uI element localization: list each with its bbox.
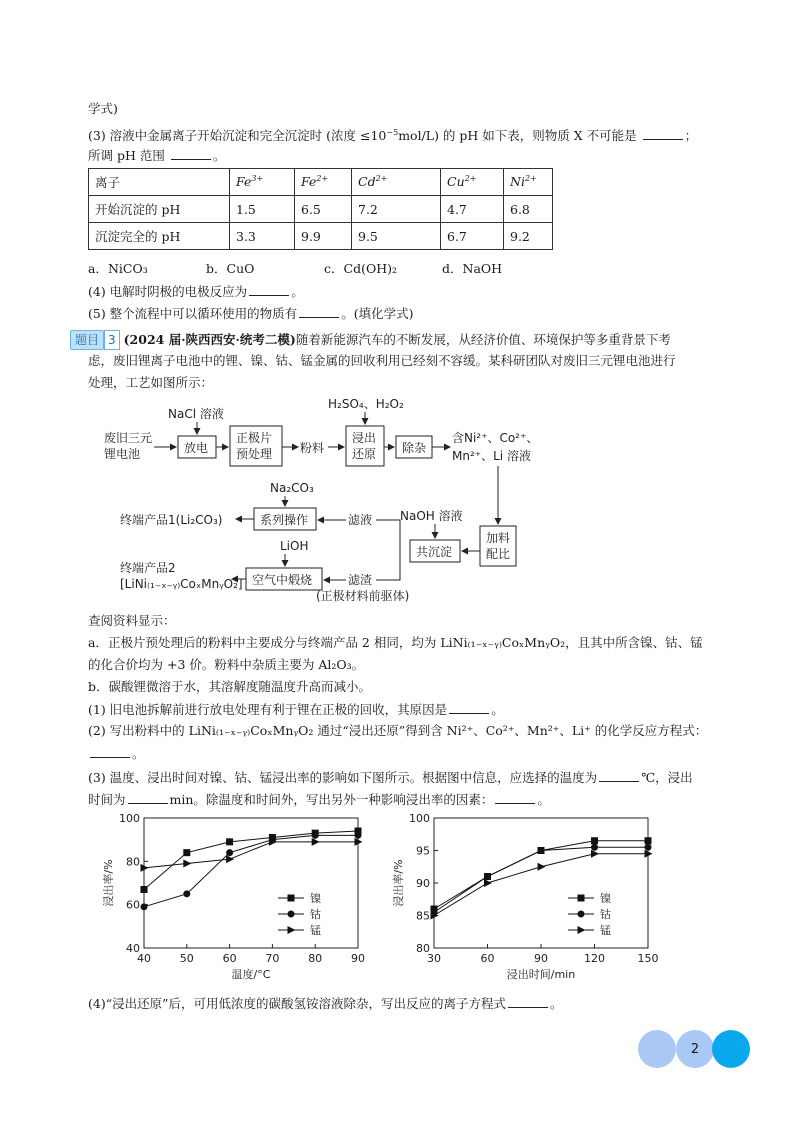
- answer-blank[interactable]: [495, 790, 535, 804]
- q3-end: ；: [684, 128, 698, 144]
- q3-text-a: (3) 溶液中金属离子开始沉淀和完全沉淀时 (浓度 ≤10: [88, 128, 387, 144]
- flow-step-purify: 除杂: [402, 441, 427, 455]
- data-point: [226, 855, 234, 863]
- problem-tag: 题目: [70, 330, 104, 350]
- flow-ions: 含Ni²⁺、Co²⁺、: [452, 431, 539, 445]
- table-cell: 7.2: [352, 196, 441, 223]
- table-cell: 6.7: [441, 223, 504, 250]
- q5-line: [88, 304, 413, 323]
- page-number: 2: [676, 1030, 714, 1068]
- x-tick-label: 60: [480, 952, 495, 965]
- info-b: b．碳酸锂微溶于水，其溶解度随温度升高而减小。: [88, 679, 372, 694]
- table-header-row: [89, 169, 553, 196]
- y-tick-label: 85: [416, 909, 430, 923]
- data-point: [312, 838, 320, 846]
- answer-blank[interactable]: [299, 304, 339, 318]
- info-a: 的化合价均为 +3 价。粉料中杂质主要为 Al₂O₃。: [88, 657, 365, 672]
- legend-marker: [578, 926, 586, 934]
- table-cell: 9.2: [504, 223, 553, 250]
- data-point: [591, 850, 599, 858]
- data-point: [226, 838, 233, 845]
- table-header: $Fe^{3+}$: [230, 169, 295, 196]
- x-tick-label: 50: [179, 952, 194, 965]
- answer-blank[interactable]: [171, 146, 211, 160]
- flow-precursor: (正极材料前驱体): [316, 589, 410, 603]
- x-axis-label: 温度/°C: [231, 968, 271, 981]
- flow-step-coprecip: 共沉淀: [416, 545, 453, 559]
- table-row: [89, 196, 553, 223]
- process-flow-diagram: [90, 394, 550, 608]
- plot-frame: [434, 818, 648, 948]
- data-point: [183, 849, 190, 856]
- sq4-text: (4)“浸出还原”后，可用低浓度的碳酸氢铵溶液除杂，写出反应的离子方程式: [88, 996, 506, 1011]
- y-tick-label: 80: [416, 942, 430, 955]
- sq3-end: ℃，浸出: [641, 770, 693, 785]
- q3-line2-text: 所调 pH 范围: [88, 148, 165, 163]
- q3-exponent: −5: [386, 128, 399, 137]
- sq3-line1: [88, 768, 693, 787]
- info-a: a．正极片预处理后的粉料中主要成分与终端产品 2 相同，均为 LiNi₍₁₋ₓ₋ᵧ₎CoₓMnᵧO₂，且其中所含镍、钴、锰: [88, 635, 703, 650]
- q4-end: 。: [291, 284, 304, 299]
- flow-step-pretreat: 预处理: [236, 447, 273, 461]
- y-tick-label: 80: [126, 855, 140, 869]
- data-point: [591, 837, 598, 844]
- flow-powder: 粉料: [300, 441, 325, 455]
- data-point: [355, 832, 362, 839]
- problem-number: 3: [104, 330, 120, 350]
- legend-marker: [288, 911, 295, 918]
- sq1-end: 。: [491, 702, 504, 717]
- y-tick-label: 90: [416, 877, 430, 890]
- q4-text: (4) 电解时阴极的电极反应为: [88, 284, 248, 299]
- answer-blank[interactable]: [90, 744, 130, 758]
- sq3-text: min。除温度和时间外，写出另外一种影响浸出率的因素：: [169, 792, 494, 807]
- y-tick-label: 95: [416, 844, 430, 858]
- y-axis-label: 浸出率/%: [392, 859, 405, 907]
- flow-reagent-nacl: NaCl 溶液: [168, 407, 224, 421]
- q5-end: 。(填化学式): [341, 306, 414, 321]
- series-line: [434, 847, 648, 912]
- q3-line1: [88, 124, 697, 145]
- problem-intro: 处理，工艺如图所示：: [88, 375, 214, 390]
- table-header: $Cd^{2+}$: [352, 169, 441, 196]
- x-tick-label: 90: [534, 952, 548, 965]
- problem-intro: 随着新能源汽车的不断发展，从经济价值、环境保护等多重背景下考: [295, 332, 671, 347]
- flow-step-calcine: 空气中煅烧: [252, 573, 313, 587]
- table-row: [89, 223, 553, 250]
- flow-step-discharge: 放电: [184, 441, 209, 455]
- info-title: 查阅资料显示：: [88, 613, 176, 628]
- series-line: [434, 854, 648, 916]
- data-point: [226, 849, 233, 856]
- answer-blank[interactable]: [449, 700, 489, 714]
- problem-source: (2024 届·陕西西安·统考二模): [123, 332, 296, 347]
- x-tick-label: 120: [584, 952, 605, 965]
- chart-temperature: [96, 806, 376, 990]
- sq4-line: [88, 994, 563, 1013]
- flow-reagent-na2co3: Na₂CO₃: [270, 481, 314, 495]
- flow-step-series: 系列操作: [260, 513, 309, 527]
- legend-label: 钴: [600, 908, 611, 921]
- sq4-end: 。: [550, 996, 563, 1011]
- data-point: [312, 832, 319, 839]
- ph-table: [88, 168, 553, 250]
- table-header: $Ni^{2+}$: [504, 169, 553, 196]
- data-point: [141, 886, 148, 893]
- problem-intro: 虑，废旧锂离子电池中的锂、镍、钴、锰金属的回收利用已经刻不容缓。某科研团队对废旧三元锂电池进行: [88, 353, 676, 368]
- flow-step-add: 加料: [486, 531, 511, 545]
- option-b: b．CuO: [206, 261, 255, 276]
- flow-step-add: 配比: [486, 547, 511, 561]
- flow-residue: 滤渣: [348, 573, 373, 587]
- flow-product-2: 终端产品2: [120, 561, 176, 575]
- sq2-end: 。: [132, 746, 145, 761]
- flow-start: 锂电池: [104, 447, 141, 461]
- x-tick-label: 60: [222, 952, 237, 965]
- sq3-text: 时间为: [88, 792, 126, 807]
- option-c: c．Cd(OH)₂: [324, 261, 397, 276]
- flow-filtrate: 滤液: [348, 513, 373, 527]
- q3-line2: [88, 146, 225, 165]
- answer-blank[interactable]: [249, 282, 289, 296]
- legend-marker: [288, 926, 296, 934]
- data-point: [645, 844, 652, 851]
- q3-text-b: mol/L) 的 pH 如下表，则物质 X 不可能是: [398, 128, 637, 144]
- x-tick-label: 40: [137, 952, 151, 965]
- flow-ions: Mn²⁺、Li 溶液: [452, 449, 531, 463]
- sq2-text: (2) 写出粉料中的 LiNi₍₁₋ₓ₋ᵧ₎CoₓMnᵧO₂ 通过“浸出还原”得到含 Ni²⁺、Co²⁺、Mn²⁺、Li⁺ 的化学反应方程式：: [88, 723, 708, 738]
- flow-reagent-acid: H₂SO₄、H₂O₂: [328, 397, 404, 411]
- data-point: [183, 890, 190, 897]
- answer-blank[interactable]: [643, 126, 683, 140]
- flow-product-2: [LiNi₍₁₋ₓ₋ᵧ₎CoₓMnᵧO₂]: [120, 577, 243, 591]
- table-header: 离子: [89, 169, 230, 196]
- data-point: [645, 837, 652, 844]
- page-decoration: [638, 1030, 676, 1068]
- table-cell: 9.5: [352, 223, 441, 250]
- table-cell: 4.7: [441, 196, 504, 223]
- plot-frame: [144, 818, 358, 948]
- sq1-line: [88, 700, 504, 719]
- flow-step-pretreat: 正极片: [236, 431, 273, 445]
- q3-line2-end: 。: [212, 148, 226, 163]
- table-cell: 开始沉淀的 pH: [89, 196, 230, 223]
- table-cell: 沉淀完全的 pH: [89, 223, 230, 250]
- y-tick-label: 100: [409, 812, 430, 825]
- table-header: $Cu^{2+}$: [441, 169, 504, 196]
- data-point: [484, 879, 492, 887]
- legend-marker: [578, 895, 585, 902]
- table-cell: 3.3: [230, 223, 295, 250]
- flow-reagent-naoh: NaOH 溶液: [400, 509, 463, 523]
- data-point: [591, 844, 598, 851]
- flow-start: 废旧三元: [104, 431, 153, 445]
- legend-label: 镍: [310, 892, 321, 905]
- data-point: [538, 863, 546, 871]
- data-point: [538, 847, 545, 854]
- problem-3-line1: [70, 330, 671, 350]
- x-tick-label: 30: [427, 952, 441, 965]
- options-line: [88, 260, 502, 278]
- legend-label: 镍: [600, 892, 611, 905]
- data-point: [141, 903, 148, 910]
- table-cell: 6.8: [504, 196, 553, 223]
- sq3-end: 。: [537, 792, 550, 807]
- x-tick-label: 80: [308, 952, 323, 965]
- sq3-text: (3) 温度、浸出时间对镍、钴、锰浸出率的影响如下图所示。根据图中信息，应选择的温度为: [88, 770, 598, 785]
- data-point: [484, 873, 491, 880]
- x-tick-label: 70: [265, 952, 280, 965]
- chart-time: [386, 806, 666, 990]
- x-tick-label: 150: [637, 952, 659, 965]
- legend-label: 锰: [310, 924, 321, 937]
- series-line: [144, 831, 358, 890]
- y-tick-label: 60: [126, 898, 140, 912]
- answer-blank[interactable]: [599, 768, 639, 782]
- table-header: $Fe^{2+}$: [295, 169, 352, 196]
- legend-marker: [288, 895, 295, 902]
- page-decoration: [712, 1030, 750, 1068]
- q4-line: [88, 282, 304, 301]
- legend-marker: [578, 911, 585, 918]
- option-a: a．NiCO₃: [88, 261, 148, 276]
- x-axis-label: 浸出时间/min: [506, 968, 576, 981]
- legend-label: 钴: [310, 908, 321, 921]
- q5-text: (5) 整个流程中可以循环使用的物质有: [88, 306, 298, 321]
- table-cell: 1.5: [230, 196, 295, 223]
- answer-blank[interactable]: [128, 790, 168, 804]
- data-point: [183, 860, 191, 868]
- answer-blank[interactable]: [508, 994, 548, 1008]
- sq1-text: (1) 旧电池拆解前进行放电处理有利于锂在正极的回收，其原因是: [88, 702, 448, 717]
- flow-step-leach: 还原: [352, 447, 377, 461]
- sq2-line2: [88, 744, 145, 763]
- flow-product-1: 终端产品1(Li₂CO₃): [120, 513, 223, 527]
- flow-reagent-lioh: LiOH: [280, 539, 309, 553]
- table-cell: 6.5: [295, 196, 352, 223]
- option-d: d．NaOH: [442, 261, 503, 276]
- flow-step-leach: 浸出: [352, 431, 377, 445]
- legend-label: 锰: [600, 924, 611, 937]
- y-tick-label: 40: [126, 942, 140, 955]
- y-tick-label: 100: [119, 812, 140, 825]
- q-top-text: 学式): [88, 101, 118, 116]
- x-tick-label: 90: [351, 952, 365, 965]
- table-cell: 9.9: [295, 223, 352, 250]
- y-axis-label: 浸出率/%: [102, 859, 115, 907]
- series-line: [144, 835, 358, 907]
